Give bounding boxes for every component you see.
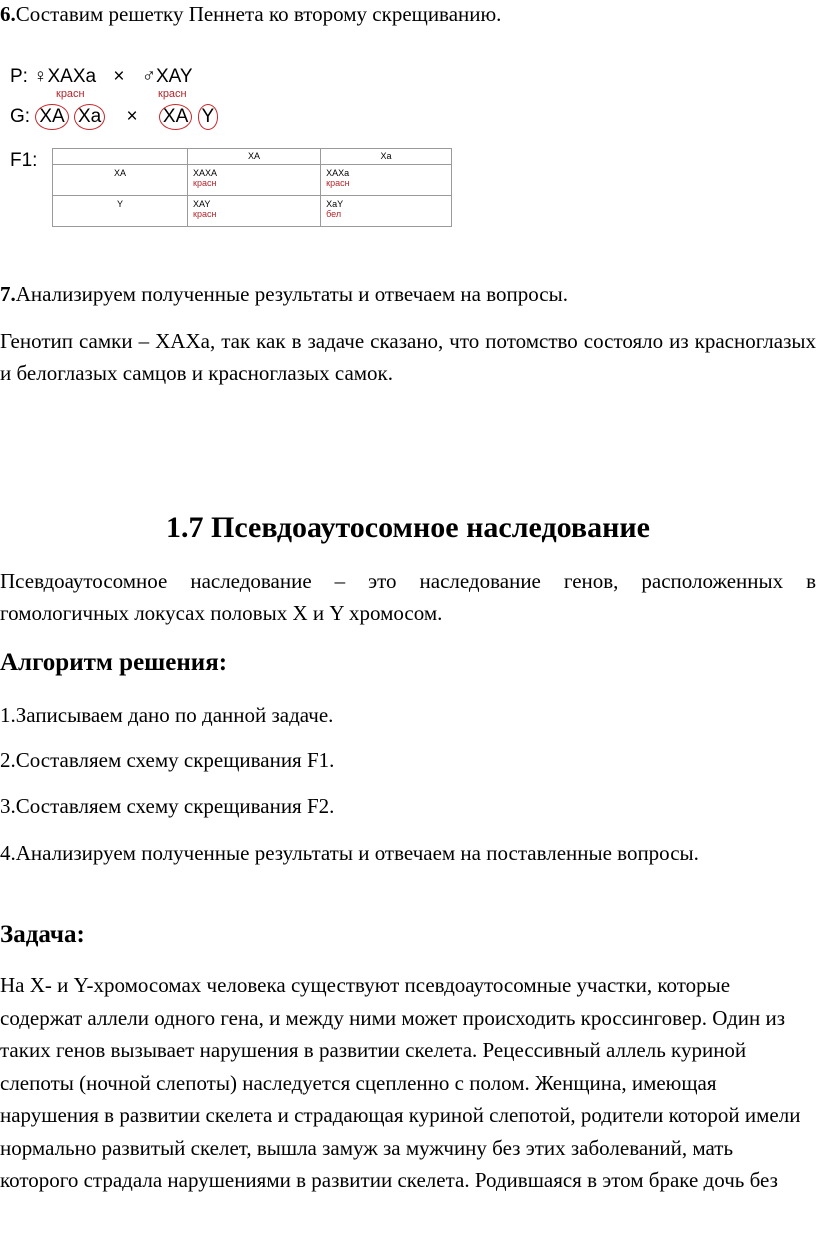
step7-number: 7. [0, 282, 16, 306]
cell-genotype: XAXa [326, 168, 350, 178]
punnett-cell [321, 196, 452, 227]
task-title: Задача: [0, 921, 85, 948]
step6-paragraph [0, 0, 816, 30]
algorithm-title: Алгоритм решения: [0, 649, 228, 676]
section-title: 1.7 Псевдоаутосомное наследование [166, 511, 650, 544]
crossing-scheme [10, 60, 470, 235]
p-label: P: [10, 66, 28, 87]
step7-paragraph [0, 278, 816, 310]
f1-label: F1: [10, 150, 38, 171]
cell-phenotype: красн [193, 178, 217, 188]
step7-text: Анализируем полученные результаты и отвечаем на вопросы. [15, 282, 568, 306]
female-phenotype: красн [56, 88, 85, 100]
cell-phenotype: бел [326, 209, 342, 219]
col-header: Xa [321, 149, 452, 165]
p-cross: × [113, 66, 125, 87]
gamete-male-2: Y [198, 104, 219, 130]
cell-phenotype: красн [193, 209, 217, 219]
g-cross: × [126, 106, 138, 127]
table-row [53, 165, 452, 196]
corner-cell [53, 149, 188, 165]
punnett-cell [188, 196, 321, 227]
step6-number: 6. [0, 2, 16, 26]
gametes-line [10, 104, 218, 130]
gamete-male-1: XA [159, 104, 192, 130]
table-row [53, 196, 452, 227]
cell-genotype: XAXA [193, 168, 218, 178]
algorithm-step-1: 1.Записываем дано по данной задаче. [0, 703, 334, 727]
female-genotype: ♀XAXa [33, 66, 97, 87]
punnett-cell [321, 165, 452, 196]
g-label: G: [10, 106, 31, 127]
cell-genotype: XAY [193, 199, 211, 209]
algorithm-step-2: 2.Составляем схему скрещивания F1. [0, 748, 335, 772]
genotype-paragraph: Генотип самки – ХАХа, так как в задаче сказано, что потомство состояло из красноглазых и белоглазых самцов и красноглазых самок. [0, 329, 816, 385]
gamete-female-2: Xa [74, 104, 105, 130]
definition-paragraph: Псевдоаутосомное наследование – это наследование генов, расположенных в гомологичных локусах половых X и Y хромосом. [0, 569, 816, 625]
cell-genotype: XaY [326, 199, 344, 209]
col-header: XA [188, 149, 321, 165]
step6-text: Составим решетку Пеннета ко второму скрещиванию. [15, 2, 502, 26]
cell-phenotype: красн [326, 178, 350, 188]
gamete-female-1: XA [35, 104, 68, 130]
punnett-cell [188, 165, 321, 196]
row-header: Y [53, 196, 188, 227]
punnett-square [52, 148, 452, 227]
parents-line [10, 66, 193, 88]
row-header: XA [53, 165, 188, 196]
task-paragraph: На X- и Y-хромосомах человека существуют псевдоаутосомные участки, которые содержат аллели одного гена, и между ними может происходить кроссинговер. Один из таких генов вызывает нарушения в развитии скелета. Рецессивный аллель куриной слепоты (ночной слепоты) наследуется сцепленно с полом. Женщина, имеющая нарушения в развитии скелета и страдающая куриной слепотой, родители которой имели нормально развитый скелет, вышла замуж за мужчину без этих заболеваний, мать которого страдала нарушениями в развитии скелета. Родившаяся в этом браке дочь без [0, 973, 801, 1192]
male-genotype: ♂XAY [141, 66, 193, 87]
algorithm-step-3: 3.Составляем схему скрещивания F2. [0, 794, 335, 818]
algorithm-step-4: 4.Анализируем полученные результаты и отвечаем на поставленные вопросы. [0, 841, 699, 865]
male-phenotype: красн [158, 88, 187, 100]
